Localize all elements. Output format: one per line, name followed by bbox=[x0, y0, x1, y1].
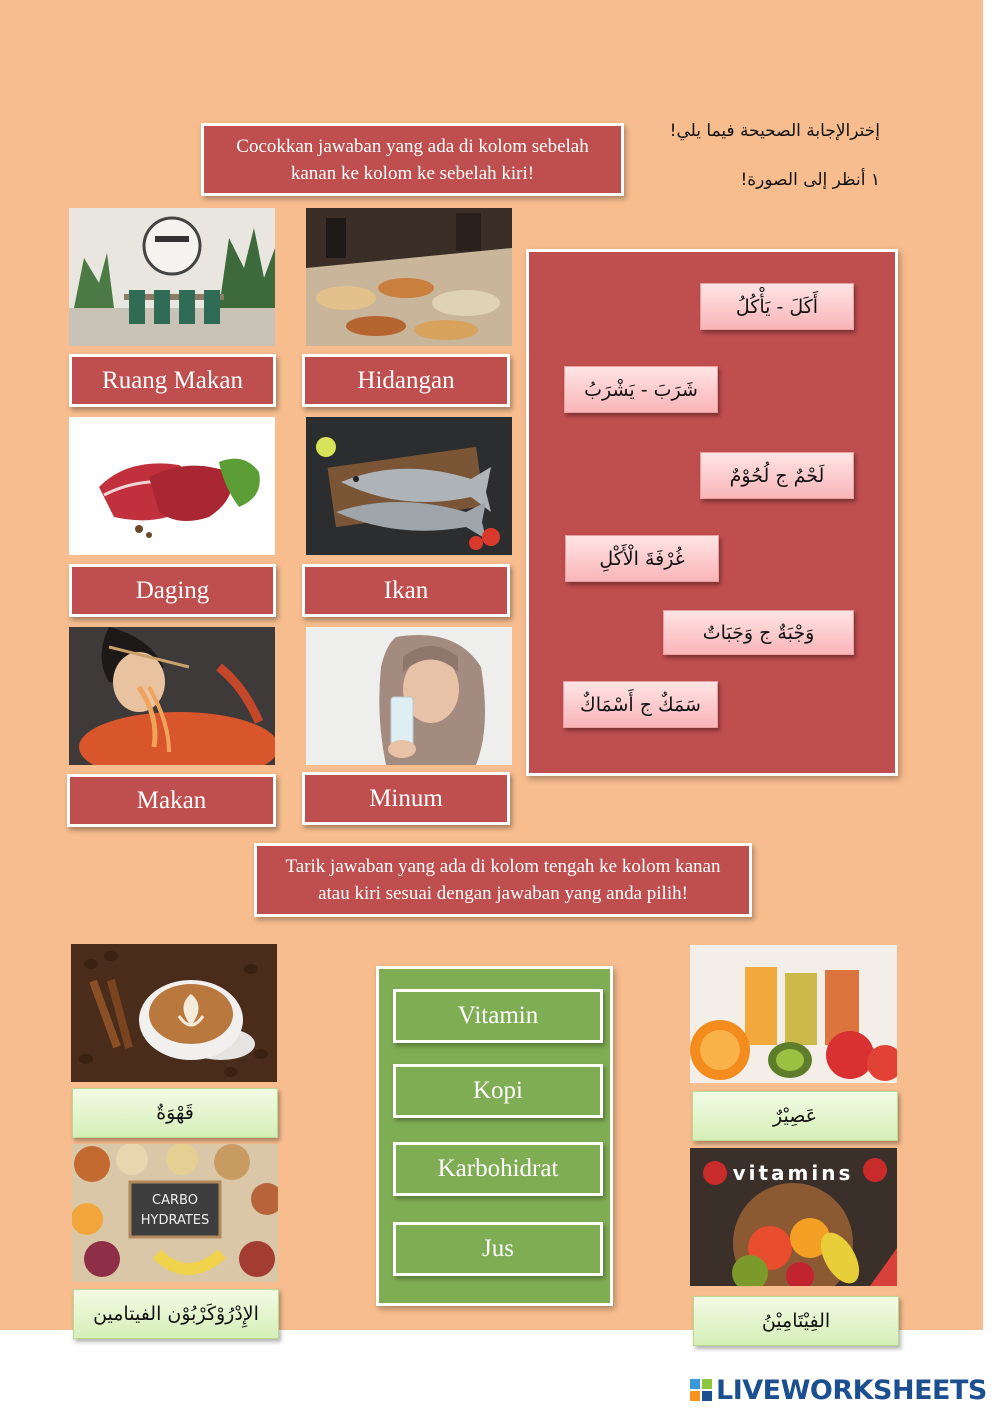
drag-option-vitamin[interactable]: Vitamin bbox=[393, 989, 603, 1043]
fish-photo bbox=[306, 417, 512, 555]
buffet-photo bbox=[306, 208, 512, 346]
liveworksheets-logo-icon bbox=[690, 1379, 712, 1401]
match-instruction-text: Cocokkan jawaban yang ada di kolom sebelah kanan ke kolom ke sebelah kiri! bbox=[236, 135, 589, 184]
logo-square-3 bbox=[690, 1391, 700, 1401]
logo-square-2 bbox=[702, 1379, 712, 1389]
arabic-instruction-1: إخترالإجابة الصحيحة فيما يلي! bbox=[669, 121, 880, 141]
arabic-choice-ghurfah[interactable]: غُرْفَةَ الْأَكْلِ bbox=[565, 535, 719, 582]
label-hidangan: Hidangan bbox=[302, 354, 510, 407]
carbo-sign-line2: HYDRATES bbox=[140, 1213, 210, 1228]
meat-photo bbox=[69, 417, 275, 555]
vitamins-photo bbox=[690, 1148, 897, 1286]
match-instruction-box bbox=[201, 123, 624, 196]
arabic-choice-wajbah[interactable]: وَجْبَةٌ ج وَجَبَاتٌ bbox=[663, 610, 854, 655]
drag-option-jus[interactable]: Jus bbox=[393, 1222, 603, 1276]
label-ruang-makan: Ruang Makan bbox=[69, 354, 276, 407]
drag-option-kopi[interactable]: Kopi bbox=[393, 1064, 603, 1118]
eating-photo bbox=[69, 627, 275, 765]
label-minum: Minum bbox=[302, 772, 510, 825]
drop-label-vitamins[interactable]: الفِيْتَامِيْنُ bbox=[693, 1296, 899, 1346]
drop-label-carbs[interactable]: الإِدْرُوْكَرْبُوْن الفيتامين bbox=[73, 1289, 279, 1339]
juice-photo bbox=[690, 945, 897, 1083]
drag-instruction-box bbox=[254, 843, 752, 917]
arabic-instruction-2: ١ أنظر إلى الصورة! bbox=[740, 170, 880, 190]
drag-instruction-text: Tarik jawaban yang ada di kolom tengah ke kolom kanan atau kiri sesuai dengan jawaban yang anda pilih! bbox=[285, 856, 721, 904]
arabic-choice-syariba[interactable]: شَرَبَ - يَشْرَبُ bbox=[564, 366, 718, 413]
vitamins-word: vitamins bbox=[732, 1161, 854, 1185]
arabic-choice-lahmun[interactable]: لَحْمٌ ج لُحُوْمٌ bbox=[700, 452, 854, 499]
liveworksheets-logo bbox=[690, 1372, 990, 1408]
carbo-sign-line1: CARBO bbox=[152, 1193, 198, 1208]
drop-label-juice[interactable]: عَصِيْرٌ bbox=[692, 1091, 898, 1141]
label-makan: Makan bbox=[67, 774, 276, 827]
arabic-choice-akala[interactable]: أَكَلَ - يَأْكُلُ bbox=[700, 283, 854, 330]
drag-option-karbohidrat[interactable]: Karbohidrat bbox=[393, 1142, 603, 1196]
logo-square-1 bbox=[690, 1379, 700, 1389]
label-ikan: Ikan bbox=[302, 564, 510, 617]
liveworksheets-logo-text: LIVEWORKSHEETS bbox=[716, 1374, 987, 1406]
drop-label-coffee[interactable]: قَهْوَةٌ bbox=[72, 1088, 278, 1138]
coffee-photo bbox=[71, 944, 277, 1082]
dining-room-photo bbox=[69, 208, 275, 346]
carbohydrates-photo bbox=[72, 1144, 278, 1282]
label-daging: Daging bbox=[69, 564, 276, 617]
arabic-choice-samak[interactable]: سَمَكٌ ج أَسْمَاكٌ bbox=[563, 681, 718, 728]
drinking-photo bbox=[306, 627, 512, 765]
logo-square-4 bbox=[702, 1391, 712, 1401]
